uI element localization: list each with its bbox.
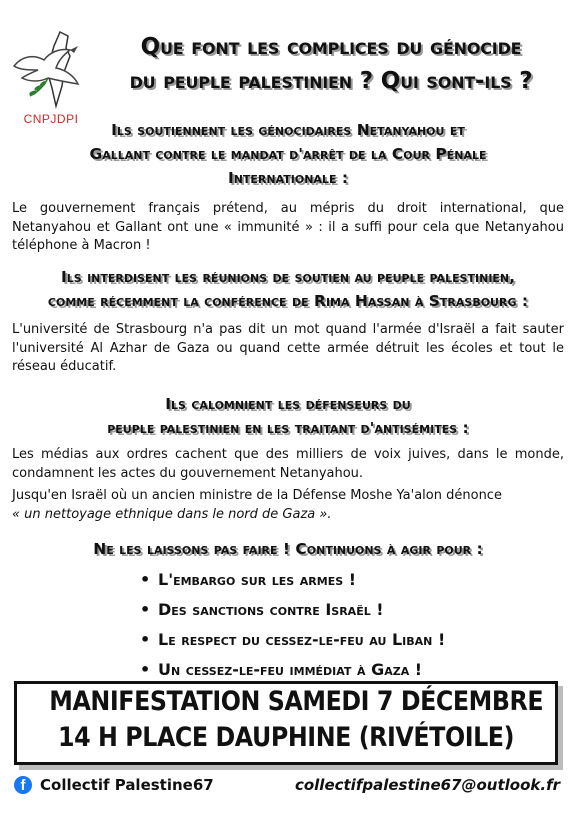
section-1-heading-line: Internationale : bbox=[227, 169, 349, 187]
bullet-icon: • bbox=[140, 600, 151, 619]
section-3-heading bbox=[10, 392, 566, 440]
event-place-line: 14 H PLACE DAUPHINE (RIVÉTOILE) bbox=[57, 722, 515, 753]
dove-with-palestine-map-icon bbox=[8, 26, 94, 112]
demand-text: L'embargo sur les armes ! bbox=[158, 570, 357, 589]
section-3-heading-line: Ils calomnient les défenseurs du bbox=[165, 395, 411, 413]
title-line-2: du peuple palestinien ? Qui sont-ils ? bbox=[129, 68, 533, 94]
facebook-icon: f bbox=[14, 776, 32, 794]
bullet-icon: • bbox=[140, 630, 151, 649]
facebook-page-name[interactable]: Collectif Palestine67 bbox=[40, 776, 214, 794]
section-1-heading-line: Gallant contre le mandat d'arrêt de la Cour Pénale bbox=[89, 145, 487, 163]
demand-text: Le respect du cessez-le-feu au Liban ! bbox=[158, 630, 446, 649]
section-3-paragraph-2: Jusqu'en Israël où un ancien ministre de la Défense Moshe Ya'alon dénonce bbox=[12, 488, 502, 503]
section-1-heading-line: Ils soutiennent les génocidaires Netanyahou et bbox=[111, 121, 465, 139]
demand-text: Un cessez-le-feu immédiat à Gaza ! bbox=[158, 660, 423, 679]
section-1-body bbox=[12, 200, 564, 256]
call-to-action-heading: Ne les laissons pas faire ! Continuons à agir pour : bbox=[93, 540, 483, 558]
section-3-body bbox=[12, 446, 564, 524]
section-2-heading-line: Ils interdisent les réunions de soutien au peuple palestinien, bbox=[60, 268, 516, 286]
event-date-line: MANIFESTATION SAMEDI 7 DÉCEMBRE bbox=[49, 686, 544, 717]
section-3-paragraph-1: Les médias aux ordres cachent que des milliers de voix juives, dans le monde, condamnent les actes du gouvernement Netanyahou. bbox=[12, 447, 564, 481]
section-3-quote: « un nettoyage ethnique dans le nord de Gaza ». bbox=[12, 506, 332, 522]
title-line-1: Que font les complices du génocide bbox=[140, 34, 522, 60]
section-3-heading-line: peuple palestinien en les traitant d'antisémites : bbox=[107, 419, 469, 437]
section-2-heading bbox=[10, 265, 566, 313]
demand-item bbox=[140, 595, 445, 625]
page-title bbox=[96, 30, 566, 98]
event-announcement-box bbox=[14, 681, 558, 765]
logo-text: CNPJDPI bbox=[23, 112, 79, 126]
bullet-icon: • bbox=[140, 660, 151, 679]
email-contact[interactable]: collectifpalestine67@outlook.fr bbox=[294, 776, 560, 794]
bullet-icon: • bbox=[140, 570, 151, 589]
demand-item bbox=[140, 625, 445, 655]
demands-list bbox=[140, 565, 445, 685]
section-2-paragraph: L'université de Strasbourg n'a pas dit un mot quand l'armée d'Israël a fait sauter l'université Al Azhar de Gaza ou quand cette armée détruit les écoles et tout le réseau éducatif. bbox=[12, 322, 564, 374]
section-1-heading bbox=[10, 118, 566, 190]
section-1-paragraph: Le gouvernement français prétend, au mépris du droit international, que Netanyahou et Gallant ont une « immunité » : il a suffi pour cela que Netanyahou téléphone à Macron ! bbox=[12, 201, 564, 253]
demand-text: Des sanctions contre Israël ! bbox=[158, 600, 384, 619]
demand-item bbox=[140, 565, 445, 595]
section-2-body bbox=[12, 321, 564, 377]
section-2-heading-line: comme récemment la conférence de Rima Hassan à Strasbourg : bbox=[47, 292, 529, 310]
facebook-contact[interactable] bbox=[14, 776, 214, 794]
